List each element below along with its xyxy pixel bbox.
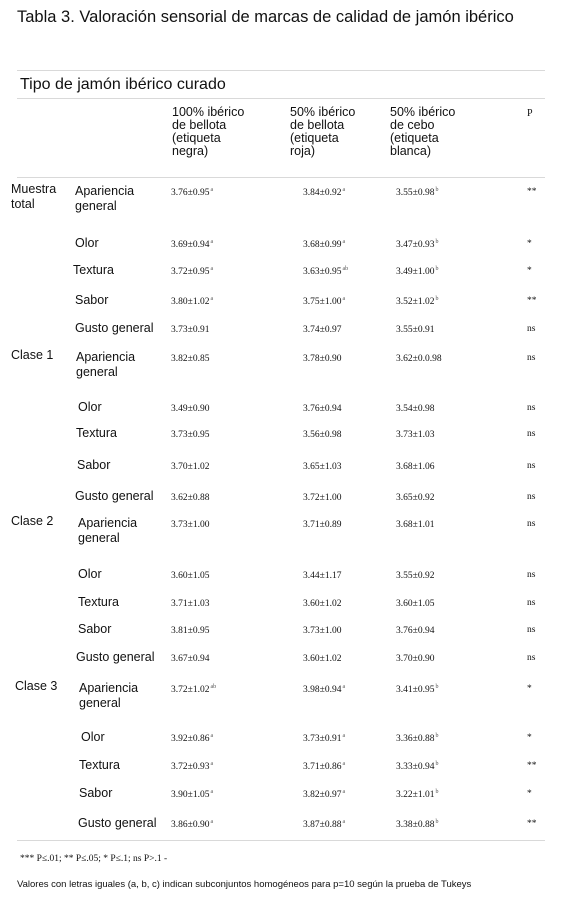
value-cell bbox=[171, 492, 210, 503]
value-text: 3.47±0.93 bbox=[396, 240, 435, 250]
p-value: ns bbox=[527, 570, 536, 580]
value-text: 3.71±1.03 bbox=[171, 599, 210, 609]
value-text: 3.52±1.02 bbox=[396, 297, 435, 307]
row-attribute bbox=[76, 426, 117, 441]
value-superscript: b bbox=[435, 684, 439, 690]
p-value: * bbox=[527, 684, 532, 694]
row-attribute-line: general bbox=[79, 696, 121, 710]
row-attribute-line: Gusto general bbox=[75, 489, 154, 503]
value-text: 3.92±0.86 bbox=[171, 734, 210, 744]
group-label-line: Clase 1 bbox=[11, 348, 54, 362]
row-attribute-line: Textura bbox=[73, 263, 114, 277]
value-superscript: a bbox=[210, 819, 214, 825]
value-cell bbox=[303, 733, 345, 744]
value-cell bbox=[303, 296, 345, 307]
value-text: 3.65±1.03 bbox=[303, 462, 342, 472]
value-text: 3.86±0.90 bbox=[171, 820, 210, 830]
row-attribute-line: Gusto general bbox=[76, 650, 155, 664]
column-header-2: 50% ibérico de bellota (etiqueta roja) bbox=[290, 105, 356, 158]
row-attribute-line: Textura bbox=[79, 758, 120, 772]
value-text: 3.54±0.98 bbox=[396, 404, 435, 414]
value-superscript: a bbox=[210, 789, 214, 795]
row-attribute-line: Sabor bbox=[78, 622, 112, 636]
value-text: 3.49±0.90 bbox=[171, 404, 210, 414]
row-attribute bbox=[79, 758, 120, 773]
value-superscript: ab bbox=[210, 684, 217, 690]
p-value: ns bbox=[527, 653, 536, 663]
value-cell bbox=[303, 761, 345, 772]
table-title: Tabla 3. Valoración sensorial de marcas de calidad de jamón ibérico bbox=[17, 8, 514, 26]
p-value: ns bbox=[527, 461, 536, 471]
row-attribute bbox=[79, 681, 138, 711]
value-superscript: b bbox=[435, 761, 439, 767]
value-superscript: a bbox=[342, 789, 346, 795]
value-text: 3.73±0.95 bbox=[171, 430, 210, 440]
value-text: 3.68±1.06 bbox=[396, 462, 435, 472]
value-text: 3.38±0.88 bbox=[396, 820, 435, 830]
row-attribute-line: Textura bbox=[78, 595, 119, 609]
row-attribute bbox=[75, 321, 154, 336]
value-cell bbox=[171, 789, 213, 800]
row-attribute-line: Olor bbox=[78, 400, 102, 414]
group-label bbox=[15, 679, 57, 694]
divider-subtitle bbox=[17, 98, 545, 99]
value-text: 3.63±0.95 bbox=[303, 267, 342, 277]
value-cell bbox=[396, 519, 435, 530]
value-cell bbox=[171, 519, 210, 530]
value-cell bbox=[396, 492, 435, 503]
value-text: 3.76±0.95 bbox=[171, 188, 210, 198]
row-attribute bbox=[78, 816, 157, 831]
value-text: 3.33±0.94 bbox=[396, 762, 435, 772]
value-text: 3.71±0.89 bbox=[303, 520, 342, 530]
row-attribute-line: Olor bbox=[78, 567, 102, 581]
value-cell bbox=[303, 519, 342, 530]
row-attribute-line: Olor bbox=[81, 730, 105, 744]
row-attribute-line: Textura bbox=[76, 426, 117, 440]
value-superscript: a bbox=[342, 761, 346, 767]
row-attribute bbox=[76, 350, 135, 380]
value-cell bbox=[171, 653, 210, 664]
value-text: 3.73±1.00 bbox=[171, 520, 210, 530]
value-cell bbox=[171, 353, 210, 364]
row-attribute-line: Olor bbox=[75, 236, 99, 250]
value-superscript: a bbox=[210, 296, 214, 302]
p-value: ** bbox=[527, 819, 537, 829]
value-cell bbox=[171, 403, 210, 414]
value-text: 3.70±1.02 bbox=[171, 462, 210, 472]
row-attribute bbox=[78, 622, 111, 637]
value-text: 3.55±0.98 bbox=[396, 188, 435, 198]
value-cell bbox=[396, 239, 438, 250]
value-cell bbox=[303, 684, 345, 695]
p-value: * bbox=[527, 789, 532, 799]
value-cell bbox=[171, 684, 216, 695]
value-text: 3.49±1.00 bbox=[396, 267, 435, 277]
table-subtitle: Tipo de jamón ibérico curado bbox=[20, 76, 226, 93]
value-superscript: b bbox=[435, 187, 439, 193]
value-text: 3.81±0.95 bbox=[171, 626, 210, 636]
row-attribute bbox=[75, 184, 134, 214]
p-value: ns bbox=[527, 598, 536, 608]
row-attribute-line: Sabor bbox=[79, 786, 113, 800]
value-cell bbox=[396, 461, 435, 472]
value-cell bbox=[303, 461, 342, 472]
value-text: 3.70±0.90 bbox=[396, 654, 435, 664]
value-text: 3.82±0.97 bbox=[303, 790, 342, 800]
row-attribute bbox=[78, 400, 102, 415]
value-text: 3.72±1.02 bbox=[171, 685, 210, 695]
value-cell bbox=[396, 403, 435, 414]
value-text: 3.41±0.95 bbox=[396, 685, 435, 695]
p-value: ns bbox=[527, 492, 536, 502]
value-cell bbox=[303, 324, 342, 335]
p-value: ** bbox=[527, 296, 537, 306]
value-cell bbox=[396, 653, 435, 664]
value-cell bbox=[171, 324, 210, 335]
value-superscript: b bbox=[435, 266, 439, 272]
value-text: 3.22±1.01 bbox=[396, 790, 435, 800]
group-label bbox=[11, 182, 56, 212]
row-attribute-line: Apariencia bbox=[76, 350, 136, 364]
group-label-line: Clase 3 bbox=[15, 679, 58, 693]
value-superscript: a bbox=[342, 239, 346, 245]
value-cell bbox=[171, 187, 213, 198]
p-value: * bbox=[527, 733, 532, 743]
value-superscript: b bbox=[435, 733, 439, 739]
value-superscript: a bbox=[210, 266, 214, 272]
value-superscript: b bbox=[435, 819, 439, 825]
value-cell bbox=[303, 789, 345, 800]
row-attribute-line: Apariencia bbox=[75, 184, 135, 198]
value-text: 3.44±1.17 bbox=[303, 571, 342, 581]
row-attribute bbox=[75, 489, 154, 504]
value-cell bbox=[303, 187, 345, 198]
value-cell bbox=[303, 570, 342, 581]
value-cell bbox=[303, 598, 342, 609]
value-cell bbox=[303, 492, 342, 503]
value-cell bbox=[171, 761, 213, 772]
value-cell bbox=[171, 429, 210, 440]
row-attribute bbox=[77, 458, 110, 473]
value-cell bbox=[171, 296, 213, 307]
value-text: 3.55±0.91 bbox=[396, 325, 435, 335]
value-superscript: b bbox=[435, 296, 439, 302]
value-cell bbox=[396, 789, 438, 800]
p-value: ns bbox=[527, 353, 536, 363]
value-superscript: b bbox=[435, 789, 439, 795]
row-attribute-line: Apariencia bbox=[78, 516, 138, 530]
divider-header bbox=[17, 177, 545, 178]
value-superscript: a bbox=[210, 187, 214, 193]
p-value: ns bbox=[527, 625, 536, 635]
value-cell bbox=[396, 819, 438, 830]
row-attribute bbox=[78, 567, 102, 582]
row-attribute bbox=[78, 595, 119, 610]
value-text: 3.71±0.86 bbox=[303, 762, 342, 772]
footnote-significance: *** P≤.01; ** P≤.05; * P≤.1; ns P>.1 - bbox=[20, 854, 168, 864]
group-label bbox=[11, 348, 53, 363]
value-cell bbox=[396, 761, 438, 772]
row-attribute-line: Gusto general bbox=[78, 816, 157, 830]
value-text: 3.73±1.03 bbox=[396, 430, 435, 440]
value-text: 3.72±0.95 bbox=[171, 267, 210, 277]
value-cell bbox=[396, 598, 435, 609]
value-text: 3.36±0.88 bbox=[396, 734, 435, 744]
row-attribute-line: Sabor bbox=[77, 458, 111, 472]
value-text: 3.87±0.88 bbox=[303, 820, 342, 830]
value-text: 3.62±0.88 bbox=[171, 493, 210, 503]
row-attribute-line: general bbox=[75, 199, 117, 213]
value-text: 3.56±0.98 bbox=[303, 430, 342, 440]
value-text: 3.65±0.92 bbox=[396, 493, 435, 503]
p-value: * bbox=[527, 266, 532, 276]
value-cell bbox=[303, 819, 345, 830]
p-value: ** bbox=[527, 187, 537, 197]
value-cell bbox=[303, 266, 348, 277]
value-cell bbox=[171, 239, 213, 250]
value-superscript: a bbox=[342, 187, 346, 193]
value-text: 3.78±0.90 bbox=[303, 354, 342, 364]
value-cell bbox=[396, 625, 435, 636]
group-label-line: Clase 2 bbox=[11, 514, 54, 528]
value-text: 3.60±1.02 bbox=[303, 654, 342, 664]
value-text: 3.62±0.0.98 bbox=[396, 354, 442, 364]
row-attribute bbox=[81, 730, 105, 745]
row-attribute-line: Apariencia bbox=[79, 681, 139, 695]
value-superscript: b bbox=[435, 239, 439, 245]
value-superscript: a bbox=[342, 296, 346, 302]
value-superscript: a bbox=[210, 733, 214, 739]
p-value: * bbox=[527, 239, 532, 249]
value-text: 3.60±1.02 bbox=[303, 599, 342, 609]
value-text: 3.73±0.91 bbox=[171, 325, 210, 335]
row-attribute bbox=[75, 236, 99, 251]
value-cell bbox=[171, 598, 210, 609]
value-text: 3.68±1.01 bbox=[396, 520, 435, 530]
value-cell bbox=[396, 570, 435, 581]
value-cell bbox=[396, 324, 435, 335]
divider-bottom bbox=[17, 840, 545, 841]
value-text: 3.90±1.05 bbox=[171, 790, 210, 800]
value-cell bbox=[396, 266, 438, 277]
group-label-line: Muestra bbox=[11, 182, 57, 196]
value-cell bbox=[303, 403, 342, 414]
value-cell bbox=[171, 461, 210, 472]
value-superscript: a bbox=[342, 733, 346, 739]
value-text: 3.76±0.94 bbox=[303, 404, 342, 414]
p-value: ns bbox=[527, 403, 536, 413]
value-text: 3.75±1.00 bbox=[303, 297, 342, 307]
value-text: 3.72±0.93 bbox=[171, 762, 210, 772]
value-text: 3.60±1.05 bbox=[396, 599, 435, 609]
value-superscript: a bbox=[210, 239, 214, 245]
row-attribute-line: Gusto general bbox=[75, 321, 154, 335]
value-cell bbox=[303, 625, 342, 636]
value-text: 3.72±1.00 bbox=[303, 493, 342, 503]
value-text: 3.55±0.92 bbox=[396, 571, 435, 581]
value-superscript: ab bbox=[342, 266, 349, 272]
value-text: 3.73±0.91 bbox=[303, 734, 342, 744]
value-cell bbox=[171, 733, 213, 744]
column-header-1: 100% ibérico de bellota (etiqueta negra) bbox=[172, 105, 245, 158]
value-text: 3.60±1.05 bbox=[171, 571, 210, 581]
value-cell bbox=[171, 266, 213, 277]
p-value: ns bbox=[527, 519, 536, 529]
value-superscript: a bbox=[342, 819, 346, 825]
row-attribute-line: general bbox=[76, 365, 118, 379]
row-attribute bbox=[75, 293, 108, 308]
value-cell bbox=[171, 625, 210, 636]
row-attribute bbox=[78, 516, 137, 546]
group-label bbox=[11, 514, 53, 529]
column-header-3: 50% ibérico de cebo (etiqueta blanca) bbox=[390, 105, 456, 158]
p-value: ns bbox=[527, 429, 536, 439]
value-cell bbox=[396, 296, 438, 307]
row-attribute bbox=[73, 263, 114, 278]
value-cell bbox=[303, 429, 342, 440]
value-superscript: a bbox=[210, 761, 214, 767]
value-cell bbox=[171, 819, 213, 830]
value-text: 3.84±0.92 bbox=[303, 188, 342, 198]
p-value: ** bbox=[527, 761, 537, 771]
value-text: 3.68±0.99 bbox=[303, 240, 342, 250]
value-text: 3.69±0.94 bbox=[171, 240, 210, 250]
divider-top bbox=[17, 70, 545, 71]
value-text: 3.67±0.94 bbox=[171, 654, 210, 664]
row-attribute-line: general bbox=[78, 531, 120, 545]
value-cell bbox=[171, 570, 210, 581]
value-cell bbox=[396, 733, 438, 744]
row-attribute-line: Sabor bbox=[75, 293, 109, 307]
value-cell bbox=[396, 187, 438, 198]
value-text: 3.76±0.94 bbox=[396, 626, 435, 636]
value-text: 3.82±0.85 bbox=[171, 354, 210, 364]
p-column-header: P bbox=[527, 108, 533, 119]
value-cell bbox=[303, 353, 342, 364]
value-cell bbox=[303, 239, 345, 250]
value-text: 3.98±0.94 bbox=[303, 685, 342, 695]
value-text: 3.80±1.02 bbox=[171, 297, 210, 307]
value-text: 3.74±0.97 bbox=[303, 325, 342, 335]
group-label-line: total bbox=[11, 197, 35, 211]
value-superscript: a bbox=[342, 684, 346, 690]
row-attribute bbox=[79, 786, 112, 801]
value-cell bbox=[303, 653, 342, 664]
value-cell bbox=[396, 353, 443, 364]
p-value: ns bbox=[527, 324, 536, 334]
value-cell bbox=[396, 429, 435, 440]
footnote-letters: Valores con letras iguales (a, b, c) indican subconjuntos homogéneos para p=10 según la prueba de Tukeys bbox=[17, 879, 472, 890]
row-attribute bbox=[76, 650, 155, 665]
value-cell bbox=[396, 684, 438, 695]
value-text: 3.73±1.00 bbox=[303, 626, 342, 636]
